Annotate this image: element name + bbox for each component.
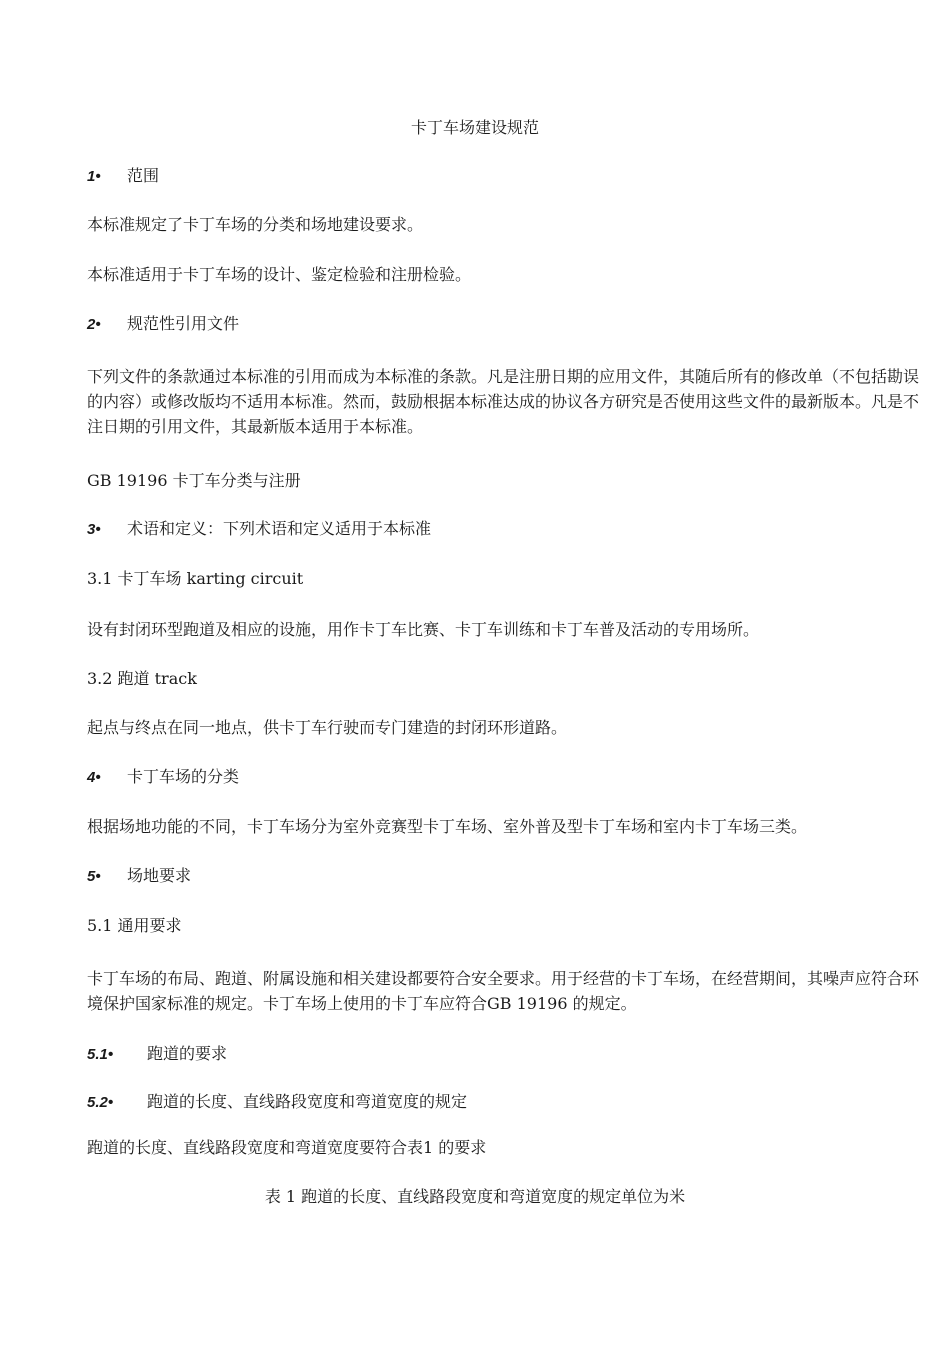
section-5-1-heading [87,1046,922,1062]
scope-paragraph-2: 本标准适用于卡丁车场的设计、鉴定检验和注册检验。 [87,265,472,284]
section-5-heading [87,868,922,884]
section-label: 跑道的要求 [147,1044,228,1063]
section-number: 5• [87,868,101,885]
section-number: 1• [87,168,101,185]
section-label: 跑道的长度、直线路段宽度和弯道宽度的规定 [147,1092,468,1111]
subsection-5-1-title: 5.1 通用要求 [87,916,182,935]
section-number: 2• [87,316,101,333]
section-label: 场地要求 [127,866,192,885]
section-label: 卡丁车场的分类 [127,767,240,786]
classification-paragraph: 根据场地功能的不同，卡丁车场分为室外竞赛型卡丁车场、室外普及型卡丁车场和室内卡丁车场三类。 [87,817,808,836]
section-number: 3• [87,521,101,538]
references-paragraph: 下列文件的条款通过本标准的引用而成为本标准的条款。凡是注册日期的应用文件，其随后所有的修改单（不包括勘误的内容）或修改版均不适用本标准。然而，鼓励根据本标准达成的协议各方研究是否使用这些文件的最新版本。凡是不注日期的引用文件，其最新版本适用于本标准。 [87,367,920,436]
general-requirements-paragraph: 卡丁车场的布局、跑道、附属设施和相关建设都要符合安全要求。用于经营的卡丁车场，在经营期间，其噪声应符合环境保护国家标准的规定。卡丁车场上使用的卡丁车应符合GB 19196 的规定。 [87,969,920,1013]
track-requirements-paragraph: 跑道的长度、直线路段宽度和弯道宽度要符合表1 的要求 [87,1138,487,1157]
document-title: 卡丁车场建设规范 [410,118,539,137]
reference-item: GB 19196 卡丁车分类与注册 [87,471,301,490]
section-number: 5.2• [87,1094,114,1111]
definition-3-1: 设有封闭环型跑道及相应的设施，用作卡丁车比赛、卡丁车训练和卡丁车普及活动的专用场所。 [87,620,760,639]
section-label: 规范性引用文件 [127,314,240,333]
section-number: 4• [87,769,101,786]
section-2-heading [87,316,922,332]
term-3-2: 3.2 跑道 track [87,669,197,688]
section-3-heading [87,521,922,537]
section-4-heading [87,769,922,785]
section-label: 术语和定义：下列术语和定义适用于本标准 [127,519,432,538]
section-label: 范围 [127,166,160,185]
definition-3-2: 起点与终点在同一地点，供卡丁车行驶而专门建造的封闭环形道路。 [87,718,568,737]
section-1-heading [87,168,922,184]
section-number: 5.1• [87,1046,114,1063]
term-3-1: 3.1 卡丁车场 karting circuit [87,569,304,588]
scope-paragraph-1: 本标准规定了卡丁车场的分类和场地建设要求。 [87,215,424,234]
table-caption: 表 1 跑道的长度、直线路段宽度和弯道宽度的规定单位为米 [264,1187,686,1206]
section-5-2-heading [87,1094,922,1110]
